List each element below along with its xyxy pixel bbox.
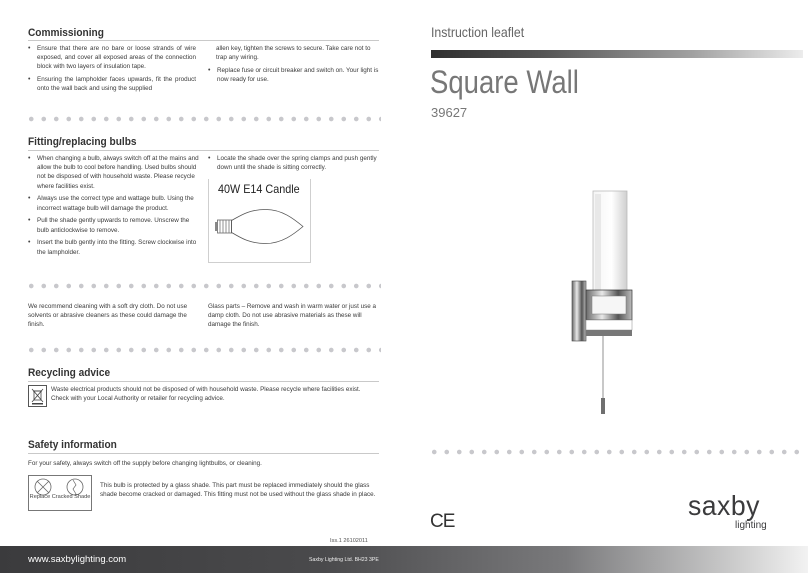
candle-bulb-icon xyxy=(212,205,307,253)
fitting-item: • Insert the bulb gently into the fitting. Screw clockwise into the lampholder. xyxy=(28,238,200,256)
commissioning-heading: Commissioning xyxy=(28,27,104,39)
footer-url[interactable]: www.saxbylighting.com xyxy=(28,554,127,565)
fitting-col1 xyxy=(28,154,200,260)
issue-number: Iss.1 26102011 xyxy=(330,538,368,544)
cleaning-right: Glass parts – Remove and wash in warm water or just use a damp cloth. Do not use abrasive materials as these will damage the finish. xyxy=(208,303,376,329)
cracked-shade-icon-box xyxy=(28,475,92,511)
divider-dots xyxy=(25,347,381,353)
divider-dots xyxy=(25,283,381,289)
divider-dots xyxy=(25,116,381,122)
product-title: Square Wall xyxy=(430,64,579,100)
divider-dots xyxy=(428,449,806,455)
fitting-item: • When changing a bulb, always switch off at the mains and allow the bulb to cool before handling. Used bulbs should not be disposed of with household waste. Please recycle where facilities exist. xyxy=(28,154,200,191)
commissioning-col2 xyxy=(208,44,380,88)
recycling-heading-rule xyxy=(28,381,379,382)
fitting-col2 xyxy=(208,154,380,176)
safety-text: This bulb is protected by a glass shade. This part must be replaced immediately should the glass shade become cracked or damaged. This fitting must not be used without the glass shade in place. xyxy=(100,482,376,499)
fitting-heading: Fitting/replacing bulbs xyxy=(28,136,137,148)
commissioning-item: • Ensure that there are no bare or loose strands of wire exposed, and cover all exposed areas of the connection block with two layers of insulation tape. xyxy=(28,44,196,72)
cleaning-left: We recommend cleaning with a soft dry cloth. Do not use solvents or abrasive cleaners as these could damage the finish. xyxy=(28,303,188,329)
footer-company: Saxby Lighting Ltd. BH23 3PE xyxy=(309,557,379,563)
ce-mark: CE xyxy=(430,511,455,532)
safety-intro: For your safety, always switch off the supply before changing lightbulbs, or cleaning. xyxy=(28,460,262,467)
commissioning-continuation: allen key, tighten the screws to secure. Take care not to trap any wiring. xyxy=(216,45,371,62)
fitting-item: • Pull the shade gently upwards to remove. Unscrew the bulb anticlockwise to remove. xyxy=(28,216,200,234)
brand-logo xyxy=(688,490,808,530)
brand-sub: lighting xyxy=(735,520,767,531)
weee-bin-icon xyxy=(28,385,47,407)
wall-light-illustration xyxy=(565,186,655,416)
product-code: 39627 xyxy=(431,105,468,120)
commissioning-col1 xyxy=(28,44,196,97)
leaflet-label: Instruction leaflet xyxy=(431,24,525,40)
recycling-text: Waste electrical products should not be disposed of with household waste. Please recycle where facilities exist. Check with your Local Authority or retailer for recycling advice. xyxy=(51,386,361,403)
cracked-shade-label: Replace Cracked Shade xyxy=(29,494,91,500)
fitting-heading-rule xyxy=(28,150,379,151)
bulb-spec-box xyxy=(208,179,311,263)
commissioning-item: • Ensuring the lampholder faces upwards, fit the product onto the wall back and using the supplied xyxy=(28,75,196,93)
fitting-item: • Locate the shade over the spring clamps and push gently down until the shade is sitting correctly. xyxy=(208,154,380,172)
commissioning-heading-rule xyxy=(28,40,379,41)
fitting-item: • Always use the correct type and wattage bulb. Using the incorrect wattage bulb will damage the product. xyxy=(28,194,200,212)
brand-name: saxby xyxy=(688,490,760,521)
recycling-heading: Recycling advice xyxy=(28,367,111,379)
bulb-label: 40W E14 Candle xyxy=(218,182,300,196)
cover-header-bar xyxy=(431,50,803,58)
safety-heading: Safety information xyxy=(28,439,117,451)
footer-bar xyxy=(0,546,808,573)
commissioning-item: • Replace fuse or circuit breaker and switch on. Your light is now ready for use. xyxy=(208,66,380,84)
safety-heading-rule xyxy=(28,453,379,454)
